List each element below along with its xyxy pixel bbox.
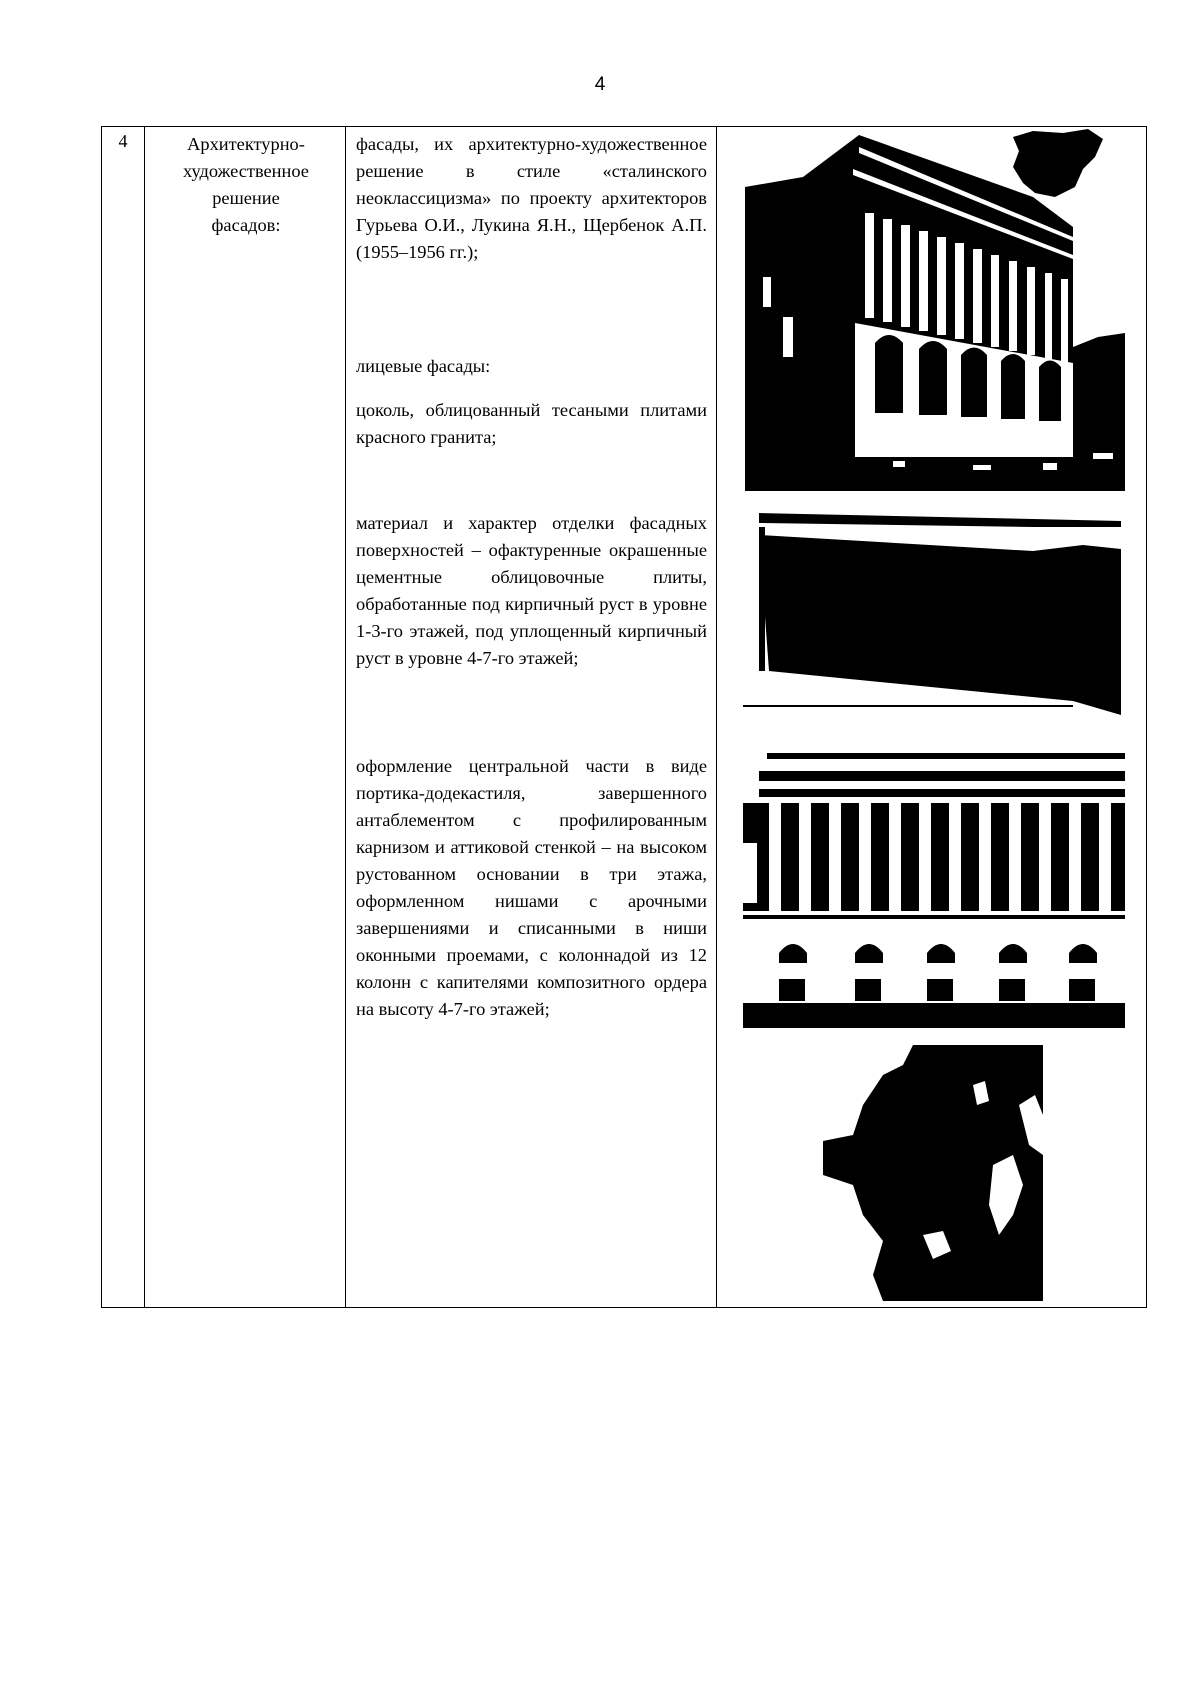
central-portico-photo: [743, 753, 1125, 1028]
row-title: [146, 131, 346, 239]
row-title-line: художественное: [183, 161, 309, 181]
column-divider: [716, 127, 717, 1307]
description-block: [356, 397, 707, 451]
row-title-line: фасадов:: [211, 215, 281, 235]
description-block: [356, 131, 707, 266]
building-corner-photo: [743, 127, 1125, 491]
page-number: 4: [594, 74, 606, 95]
description-facades: фасады, их архитектурно-художественное решение в стиле «сталинского неоклассицизма» по проекту архитекторов Гурьева О.И., Лукина Я.Н., Щербенок А.П. (1955–1956 гг.);: [356, 134, 707, 262]
row-number: 4: [118, 131, 128, 151]
description-finish-material: материал и характер отделки фасадных поверхностей – офактуренные окрашенные цементные облицовочные плиты, обработанные под кирпичный руст в уровне 1-3-го этажей, под уплощенный кирпичный руст в уровне 4-7-го этажей;: [356, 513, 707, 668]
description-plinth: цоколь, облицованный тесаными плитами красного гранита;: [356, 400, 707, 447]
description-block: [356, 753, 707, 1023]
facade-surface-photo: [743, 505, 1125, 717]
description-front-facades: лицевые фасады:: [356, 356, 491, 376]
capital-detail-photo: [823, 1045, 1043, 1301]
row-title-line: решение: [212, 188, 280, 208]
column-divider: [144, 127, 145, 1307]
description-block: [356, 353, 707, 380]
description-block: [356, 510, 707, 672]
description-central-portico: оформление центральной части в виде портика-додекастиля, завершенного антаблементом с профилированным карнизом и аттиковой стенкой – на высоком рустованном основании в три этажа, оформленном нишами с арочными завершениями и списанными в ниши оконными проемами, с колоннадой из 12 колонн с капителями композитного ордера на высоту 4-7-го этажей;: [356, 756, 707, 1019]
column-divider: [345, 127, 346, 1307]
facade-table: [101, 126, 1147, 1308]
row-title-line: Архитектурно-: [187, 134, 305, 154]
